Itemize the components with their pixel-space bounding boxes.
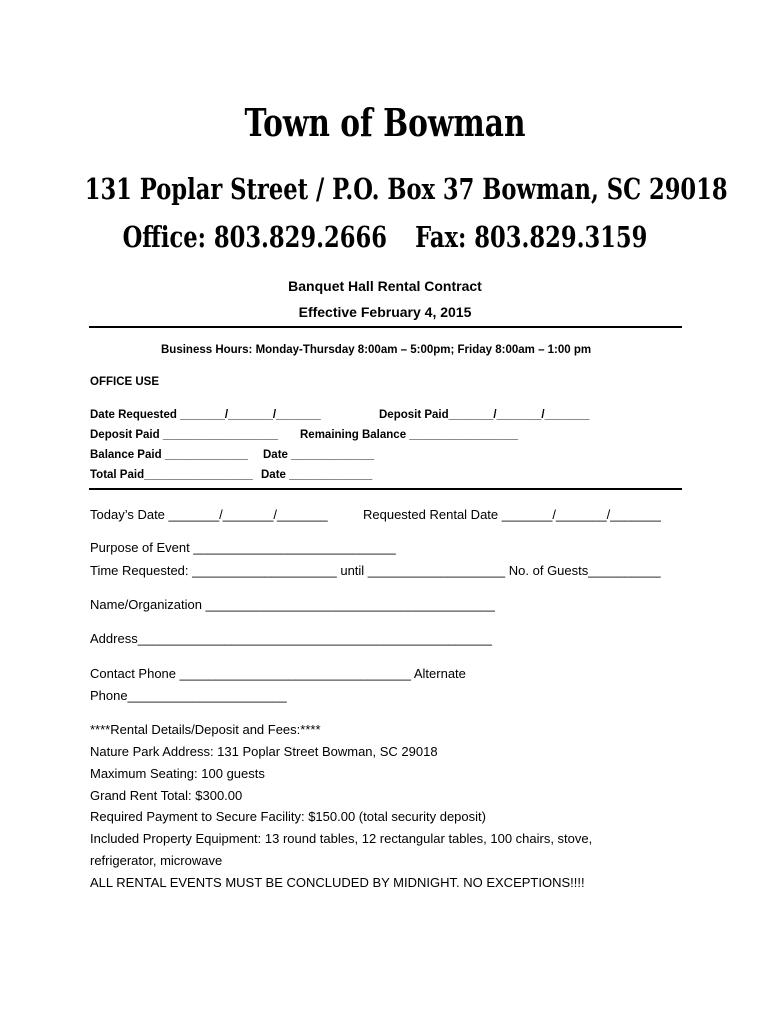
office-remaining-balance: Remaining Balance _________________: [300, 429, 519, 441]
town-title: Town of Bowman: [244, 100, 526, 145]
office-phone: Office: 803.829.2666: [122, 220, 387, 254]
office-balance-paid: Balance Paid _____________: [90, 449, 248, 461]
time-requested-field: Time Requested: ____________________ until ___________________ No. of Guests__________: [90, 563, 661, 578]
business-hours: Business Hours: Monday-Thursday 8:00am – 5:00pm; Friday 8:00am – 1:00 pm: [161, 344, 592, 356]
alternate-phone-field: Phone______________________: [90, 688, 287, 703]
office-date-requested: Date Requested _______/_______/_______: [90, 409, 321, 421]
todays-date-field: Today’s Date _______/_______/_______: [90, 507, 328, 522]
rental-details-heading: ****Rental Details/Deposit and Fees:****: [90, 722, 321, 737]
rental-detail-line: Required Payment to Secure Facility: $150.00 (total security deposit): [90, 809, 486, 824]
office-use-label: OFFICE USE: [90, 376, 160, 388]
office-balance-date: Date _____________: [263, 449, 375, 461]
office-deposit-paid-date: Deposit Paid_______/_______/_______: [379, 409, 590, 421]
purpose-field: Purpose of Event ____________________________: [90, 540, 396, 555]
contact-phone-field: Contact Phone ________________________________ Alternate: [90, 666, 466, 681]
rental-detail-line: Grand Rent Total: $300.00: [90, 788, 243, 803]
fax-number: Fax: 803.829.3159: [415, 220, 648, 254]
address-field: Address_________________________________________________: [90, 631, 492, 646]
requested-rental-date-field: Requested Rental Date _______/_______/_______: [363, 507, 661, 522]
rental-detail-notice: ALL RENTAL EVENTS MUST BE CONCLUDED BY MIDNIGHT. NO EXCEPTIONS!!!!: [90, 875, 585, 890]
town-address: 131 Poplar Street / P.O. Box 37 Bowman, SC 29018: [84, 172, 728, 206]
divider-bottom: [89, 488, 682, 490]
effective-date: Effective February 4, 2015: [298, 304, 472, 320]
contract-title: Banquet Hall Rental Contract: [288, 278, 482, 294]
rental-detail-line: Nature Park Address: 131 Poplar Street Bowman, SC 29018: [90, 744, 438, 759]
contact-numbers: [85, 220, 686, 254]
office-total-date: Date _____________: [261, 469, 373, 481]
divider-top: [89, 326, 682, 328]
office-total-paid: Total Paid_________________: [90, 469, 253, 481]
rental-detail-line: Included Property Equipment: 13 round tables, 12 rectangular tables, 100 chairs, stove,: [90, 831, 593, 846]
name-organization-field: Name/Organization ________________________________________: [90, 597, 495, 612]
rental-detail-line: refrigerator, microwave: [90, 853, 223, 868]
office-deposit-paid: Deposit Paid __________________: [90, 429, 278, 441]
rental-detail-line: Maximum Seating: 100 guests: [90, 766, 265, 781]
